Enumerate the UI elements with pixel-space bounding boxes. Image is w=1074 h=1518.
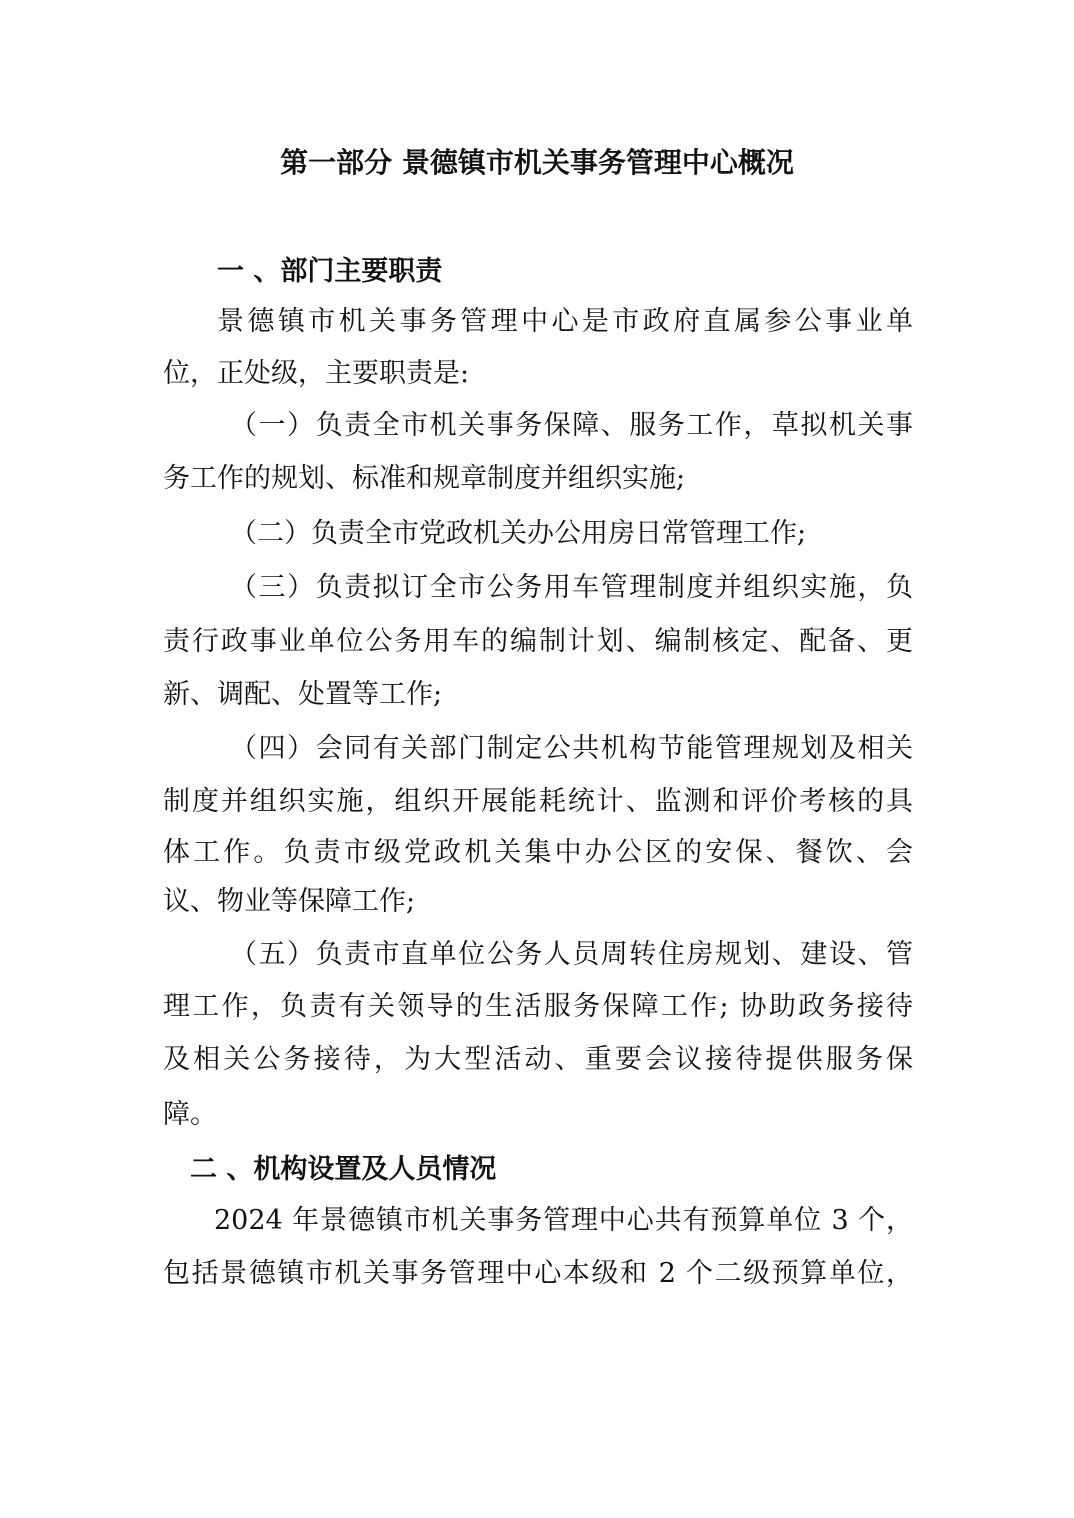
duty-item-3-line: 责行政事业单位公务用车的编制计划、编制核定、配备、更 xyxy=(163,626,913,657)
section-heading-organization: 二 、机构设置及人员情况 xyxy=(190,1154,497,1185)
duty-item-5-line: 障。 xyxy=(163,1099,217,1130)
duty-item-1-line: （一）负责全市机关事务保障、服务工作，草拟机关事 xyxy=(230,410,913,441)
duty-item-4-line: 制度并组织实施，组织开展能耗统计、监测和评价考核的具 xyxy=(163,786,913,817)
duty-item-3-line: 新、调配、处置等工作; xyxy=(163,679,443,710)
paragraph-line: 2024 年景德镇市机关事务管理中心共有预算单位 3 个， xyxy=(214,1205,913,1236)
duty-item-4-line: （四）会同有关部门制定公共机构节能管理规划及相关 xyxy=(230,733,913,764)
paragraph-line: 包括景德镇市机关事务管理中心本级和 2 个二级预算单位， xyxy=(163,1258,913,1289)
duty-item-4-line: 议、物业等保障工作; xyxy=(163,886,416,917)
duty-item-2-line: （二）负责全市党政机关办公用房日常管理工作; xyxy=(230,518,807,549)
section-heading-duties: 一 、部门主要职责 xyxy=(217,256,443,287)
duty-item-4-line: 体工作。负责市级党政机关集中办公区的安保、餐饮、会 xyxy=(163,837,913,868)
duty-item-1-line: 务工作的规划、标准和规章制度并组织实施; xyxy=(163,463,686,494)
paragraph-line: 位，正处级，主要职责是: xyxy=(163,358,470,389)
duty-item-5-line: 及相关公务接待，为大型活动、重要会议接待提供服务保 xyxy=(163,1044,913,1075)
duty-item-3-line: （三）负责拟订全市公务用车管理制度并组织实施，负 xyxy=(230,572,913,603)
duty-item-5-line: 理工作，负责有关领导的生活服务保障工作; 协助政务接待 xyxy=(163,991,913,1022)
duty-item-5-line: （五）负责市直单位公务人员周转住房规划、建设、管 xyxy=(230,939,913,970)
paragraph-line: 景德镇市机关事务管理中心是市政府直属参公事业单 xyxy=(217,306,913,337)
document-title: 第一部分 景德镇市机关事务管理中心概况 xyxy=(280,146,794,179)
